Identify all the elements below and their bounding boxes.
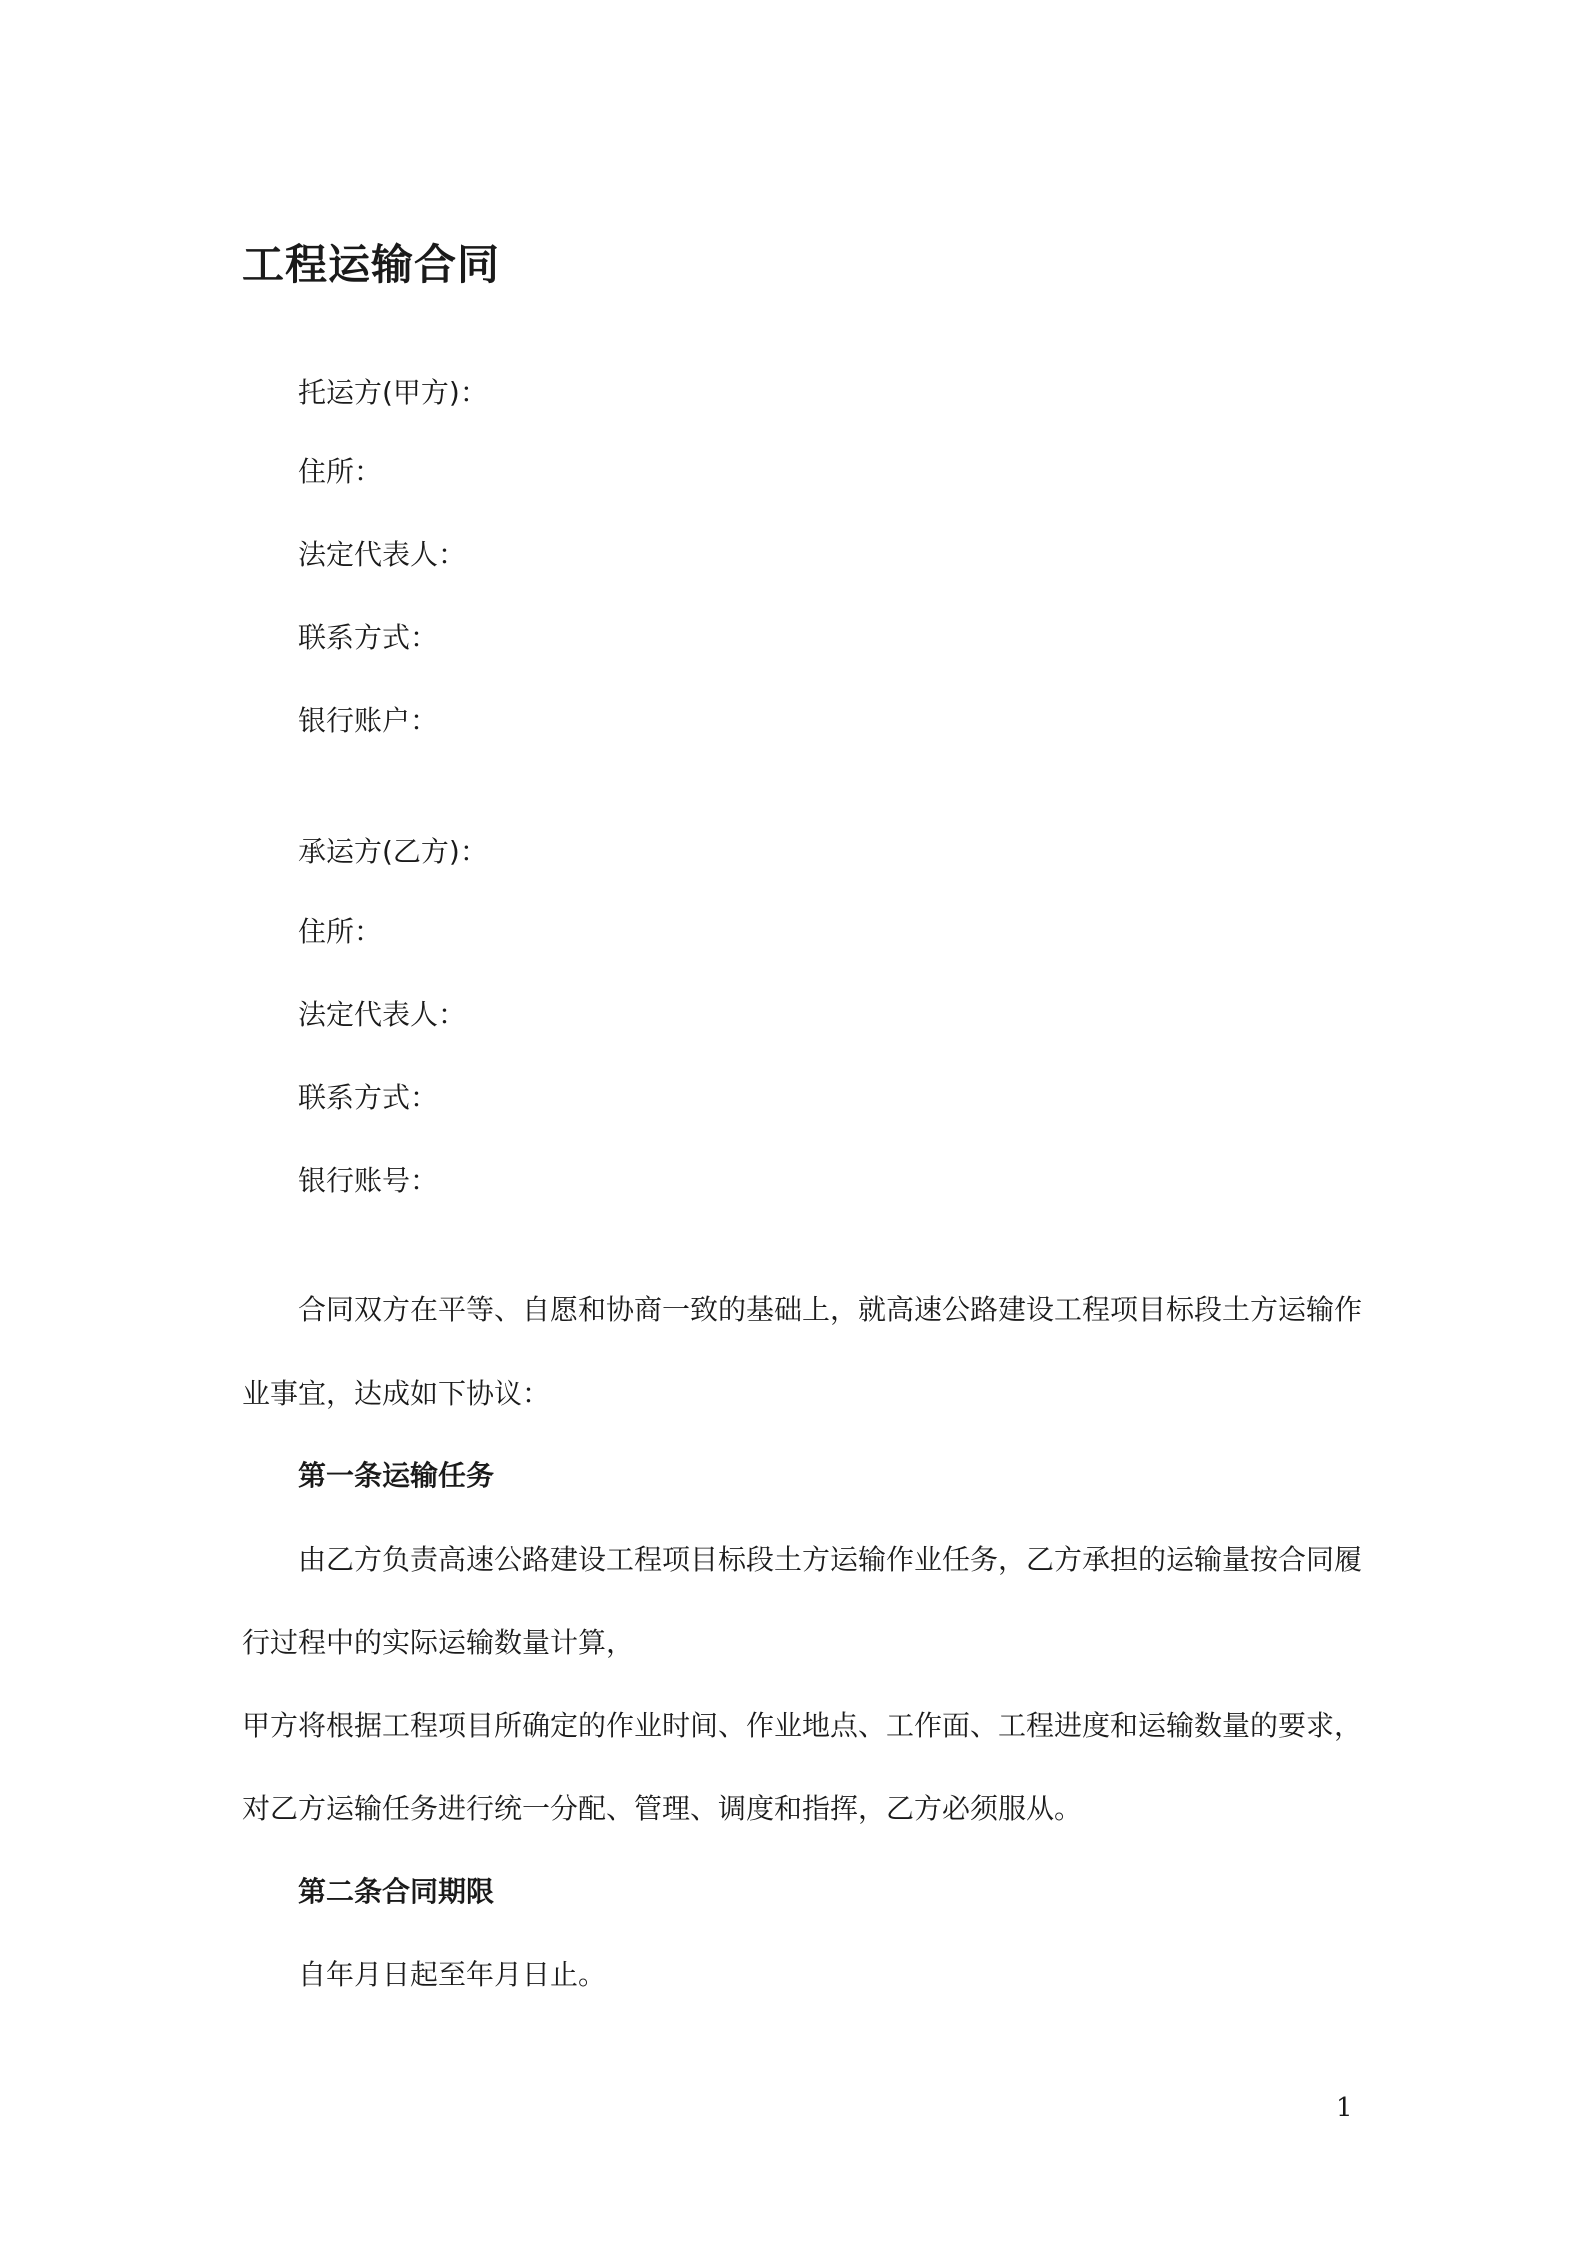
party-b-bank: 银行账号： [298,1164,439,1197]
article-1-line-2: 行过程中的实际运输数量计算， [242,1626,635,1659]
party-b-legal-rep: 法定代表人： [298,998,467,1031]
article-1-line-3: 甲方将根据工程项目所确定的作业时间、作业地点、工作面、工程进度和运输数量的要求， [242,1709,1363,1742]
party-b-address: 住所： [298,915,383,948]
article-1-heading: 第一条运输任务 [298,1459,495,1492]
party-a-legal-rep: 法定代表人： [298,538,467,571]
party-a-bank: 银行账户： [298,704,439,737]
preamble-line-2: 业事宜，达成如下协议： [242,1377,551,1410]
party-a-contact: 联系方式： [298,621,439,654]
party-b-contact: 联系方式： [298,1081,439,1114]
article-2-line-1: 自年月日起至年月日止。 [298,1958,607,1991]
party-b-label: 承运方(乙方)： [298,835,488,868]
page-number: 1 [1336,2093,1353,2123]
article-2-heading: 第二条合同期限 [298,1875,495,1908]
party-a-label: 托运方(甲方)： [298,376,488,409]
preamble-line-1: 合同双方在平等、自愿和协商一致的基础上，就高速公路建设工程项目标段土方运输作 [298,1293,1363,1326]
article-1-line-4: 对乙方运输任务进行统一分配、管理、调度和指挥，乙方必须服从。 [242,1792,1083,1825]
document-title: 工程运输合同 [242,240,501,289]
party-a-address: 住所： [298,455,383,488]
article-1-line-1: 由乙方负责高速公路建设工程项目标段土方运输作业任务，乙方承担的运输量按合同履 [298,1543,1363,1576]
